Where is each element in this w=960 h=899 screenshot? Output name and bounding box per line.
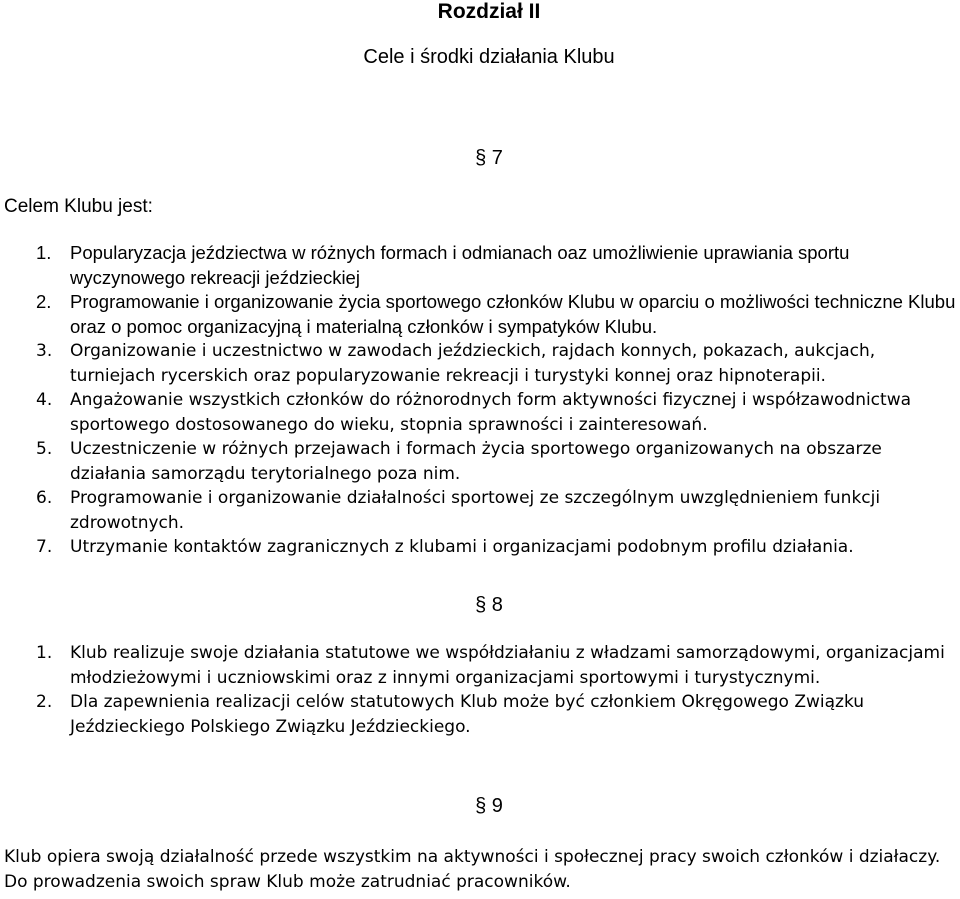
list-item (0, 486, 956, 535)
list-item (0, 437, 956, 486)
section-mark-8: § 8 (475, 594, 503, 616)
list-item-text: Popularyzacja jeździectwa w różnych formach i odmianach oaz umożliwienie uprawiania sportu wyczynowego rekreacji jeździeckiej (70, 242, 850, 288)
list-item-text: Utrzymanie kontaktów zagranicznych z klubami i organizacjami podobnym profilu działania. (70, 537, 854, 557)
list-item (0, 339, 956, 388)
list-item-number: 4. (36, 390, 53, 410)
list-item (0, 641, 956, 690)
list-item-text: Klub realizuje swoje działania statutowe we współdziałaniu z władzami samorządowymi, organizacjami młodzieżowymi i uczniowskimi oraz z innymi organizacjami sportowymi i turystycznymi. (70, 643, 945, 688)
list-item-text: Programowanie i organizowanie życia sportowego członków Klubu w oparciu o możliwości techniczne Klubu oraz o pomoc organizacyjną i materialną członków i sympatyków Klubu. (70, 291, 956, 337)
list-item-text: Uczestniczenie w różnych przejawach i formach życia sportowego organizowanych na obszarze działania samorządu terytorialnego poza nim. (70, 439, 882, 484)
section-9-paragraph: Klub opiera swoją działalność przede wszystkim na aktywności i społecznej pracy swoich członków i działaczy. Do prowadzenia swoich spraw Klub może zatrudniać pracowników. (4, 847, 941, 892)
chapter-title: Rozdział II (437, 0, 541, 23)
section-7-intro: Celem Klubu jest: (4, 196, 153, 217)
list-item-number: 6. (36, 488, 53, 508)
list-item-number: 1. (36, 643, 53, 663)
list-item (0, 690, 956, 739)
section-8-list (0, 641, 956, 739)
list-item-number: 2. (36, 692, 53, 712)
chapter-subtitle: Cele i środki działania Klubu (363, 46, 615, 68)
section-7-list (0, 241, 956, 560)
list-item-text: Programowanie i organizowanie działalności sportowej ze szczególnym uwzględnieniem funkcji zdrowotnych. (70, 488, 881, 533)
list-item-number: 5. (36, 439, 53, 459)
list-item (0, 388, 956, 437)
list-item-text: Organizowanie i uczestnictwo w zawodach jeździeckich, rajdach konnych, pokazach, aukcjach, turniejach rycerskich oraz popularyzowanie rekreacji i turystyki konnej oraz hipnoterapii. (70, 341, 876, 386)
list-item-number: 1. (36, 242, 52, 263)
list-item (0, 241, 956, 290)
list-item-text: Dla zapewnienia realizacji celów statutowych Klub może być członkiem Okręgowego Związku Jeździeckiego Polskiego Związku Jeździeckiego. (70, 692, 865, 737)
list-item-text: Angażowanie wszystkich członków do różnorodnych form aktywności fizycznej i współzawodnictwa sportowego dostosowanego do wieku, stopnia sprawności i zainteresowań. (70, 390, 912, 435)
list-item-number: 7. (36, 537, 53, 557)
list-item (0, 290, 956, 339)
list-item (0, 535, 956, 560)
list-item-number: 2. (36, 291, 52, 312)
section-mark-9: § 9 (475, 795, 503, 817)
section-mark-7: § 7 (475, 147, 503, 169)
list-item-number: 3. (36, 341, 53, 361)
